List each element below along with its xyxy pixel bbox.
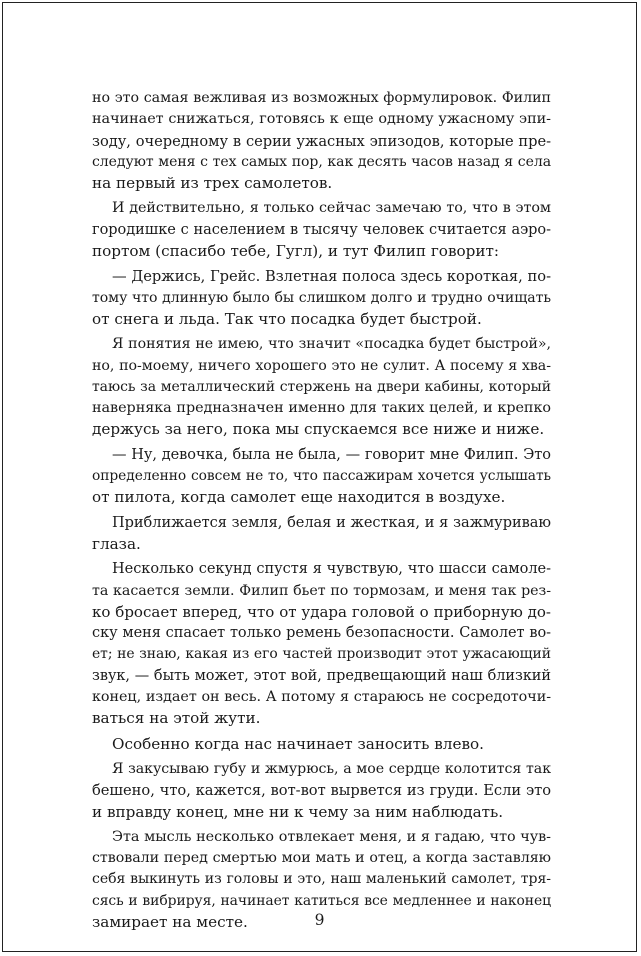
text-line: конец, издает он весь. А потому я стараюсь не сосредоточи- <box>92 689 551 706</box>
text-line: сясь и вибрируя, начинает катиться все медленнее и наконец <box>92 892 551 909</box>
text-line: на первый из трех самолетов. <box>92 174 333 193</box>
text-line: глаза. <box>92 534 141 553</box>
text-line: Приближается земля, белая и жесткая, и я зажмуриваю <box>112 514 551 531</box>
book-page <box>2 2 637 952</box>
text-line: зоду, очередному в серии ужасных эпизодов, которые пре- <box>92 132 551 150</box>
paragraph <box>92 734 551 755</box>
text-line: Я понятия не имею, что значит «посадка будет быстрой», <box>112 336 551 353</box>
text-line: наверняка предназначен именно для таких целей, и крепко <box>92 400 551 417</box>
text-line: таюсь за металлический стержень на двери кабины, который <box>92 378 551 395</box>
paragraph <box>92 88 551 194</box>
text-line: ет; не знаю, какая из его частей производит этот ужасающий <box>92 646 551 663</box>
text-line: Особенно когда нас начинает заносить влево. <box>112 734 484 753</box>
paragraph <box>92 513 551 556</box>
paragraph <box>92 198 551 262</box>
text-line: от снега и льда. Так что посадка будет быстрой. <box>92 309 482 328</box>
text-line: ствовали перед смертью мои мать и отец, а когда заставляю <box>92 850 551 867</box>
text-line: ваться на этой жути. <box>92 709 261 728</box>
text-line: портом (спасибо тебе, Гугл), и тут Филип говорит: <box>92 242 500 261</box>
text-line: от пилота, когда самолет еще находится в воздухе. <box>92 488 506 507</box>
page-number: 9 <box>314 911 325 929</box>
body-text <box>92 88 551 933</box>
paragraph <box>92 266 551 330</box>
text-line: — Держись, Грейс. Взлетная полоса здесь короткая, по- <box>112 268 551 286</box>
text-line: — Ну, девочка, была не была, — говорит мне Филип. Это <box>112 446 551 463</box>
paragraph <box>92 559 551 729</box>
paragraph <box>92 759 551 823</box>
text-line: держусь за него, пока мы спускаемся все ниже и ниже. <box>92 420 545 439</box>
text-line: городишке с населением в тысячу человек считается аэро- <box>92 221 551 238</box>
text-line: замирает на месте. <box>92 912 248 931</box>
paragraph <box>92 445 551 509</box>
text-line: Я закусываю губу и жмурюсь, а мое сердце колотится так <box>112 760 551 777</box>
text-line: та касается земли. Филип бьет по тормозам, и меня так рез- <box>92 582 551 599</box>
text-line: но это самая вежливая из возможных формулировок. Филип <box>92 90 551 106</box>
text-line: Эта мысль несколько отвлекает меня, и я гадаю, что чув- <box>112 828 551 845</box>
text-line: и вправду конец, мне ни к чему за ним наблюдать. <box>92 802 504 821</box>
text-line: ко бросает вперед, что от удара головой о приборную до- <box>92 602 551 621</box>
text-line: тому что длинную было бы слишком долго и трудно очищать <box>92 289 551 306</box>
text-line: определенно совсем не то, что пассажирам хочется услышать <box>92 468 551 485</box>
paragraph <box>92 334 551 440</box>
text-line: бешено, что, кажется, вот-вот вырвется из груди. Если это <box>92 782 551 800</box>
text-line: начинает снижаться, готовясь к еще одному ужасному эпи- <box>92 111 551 128</box>
text-line: ску меня спасает только ремень безопасности. Самолет во- <box>92 625 551 642</box>
text-line: себя выкинуть из головы и это, наш маленький самолет, тря- <box>92 871 551 888</box>
text-line: следуют меня с тех самых пор, как десять часов назад я села <box>92 153 551 170</box>
text-line: но, по-моему, ничего хорошего это не сулит. А посему я хва- <box>92 357 551 374</box>
text-line: Несколько секунд спустя я чувствую, что шасси самоле- <box>112 561 551 578</box>
text-line: И действительно, я только сейчас замечаю то, что в этом <box>112 200 551 217</box>
text-line: звук, — быть может, этот вой, предвещающий наш близкий <box>92 667 551 684</box>
